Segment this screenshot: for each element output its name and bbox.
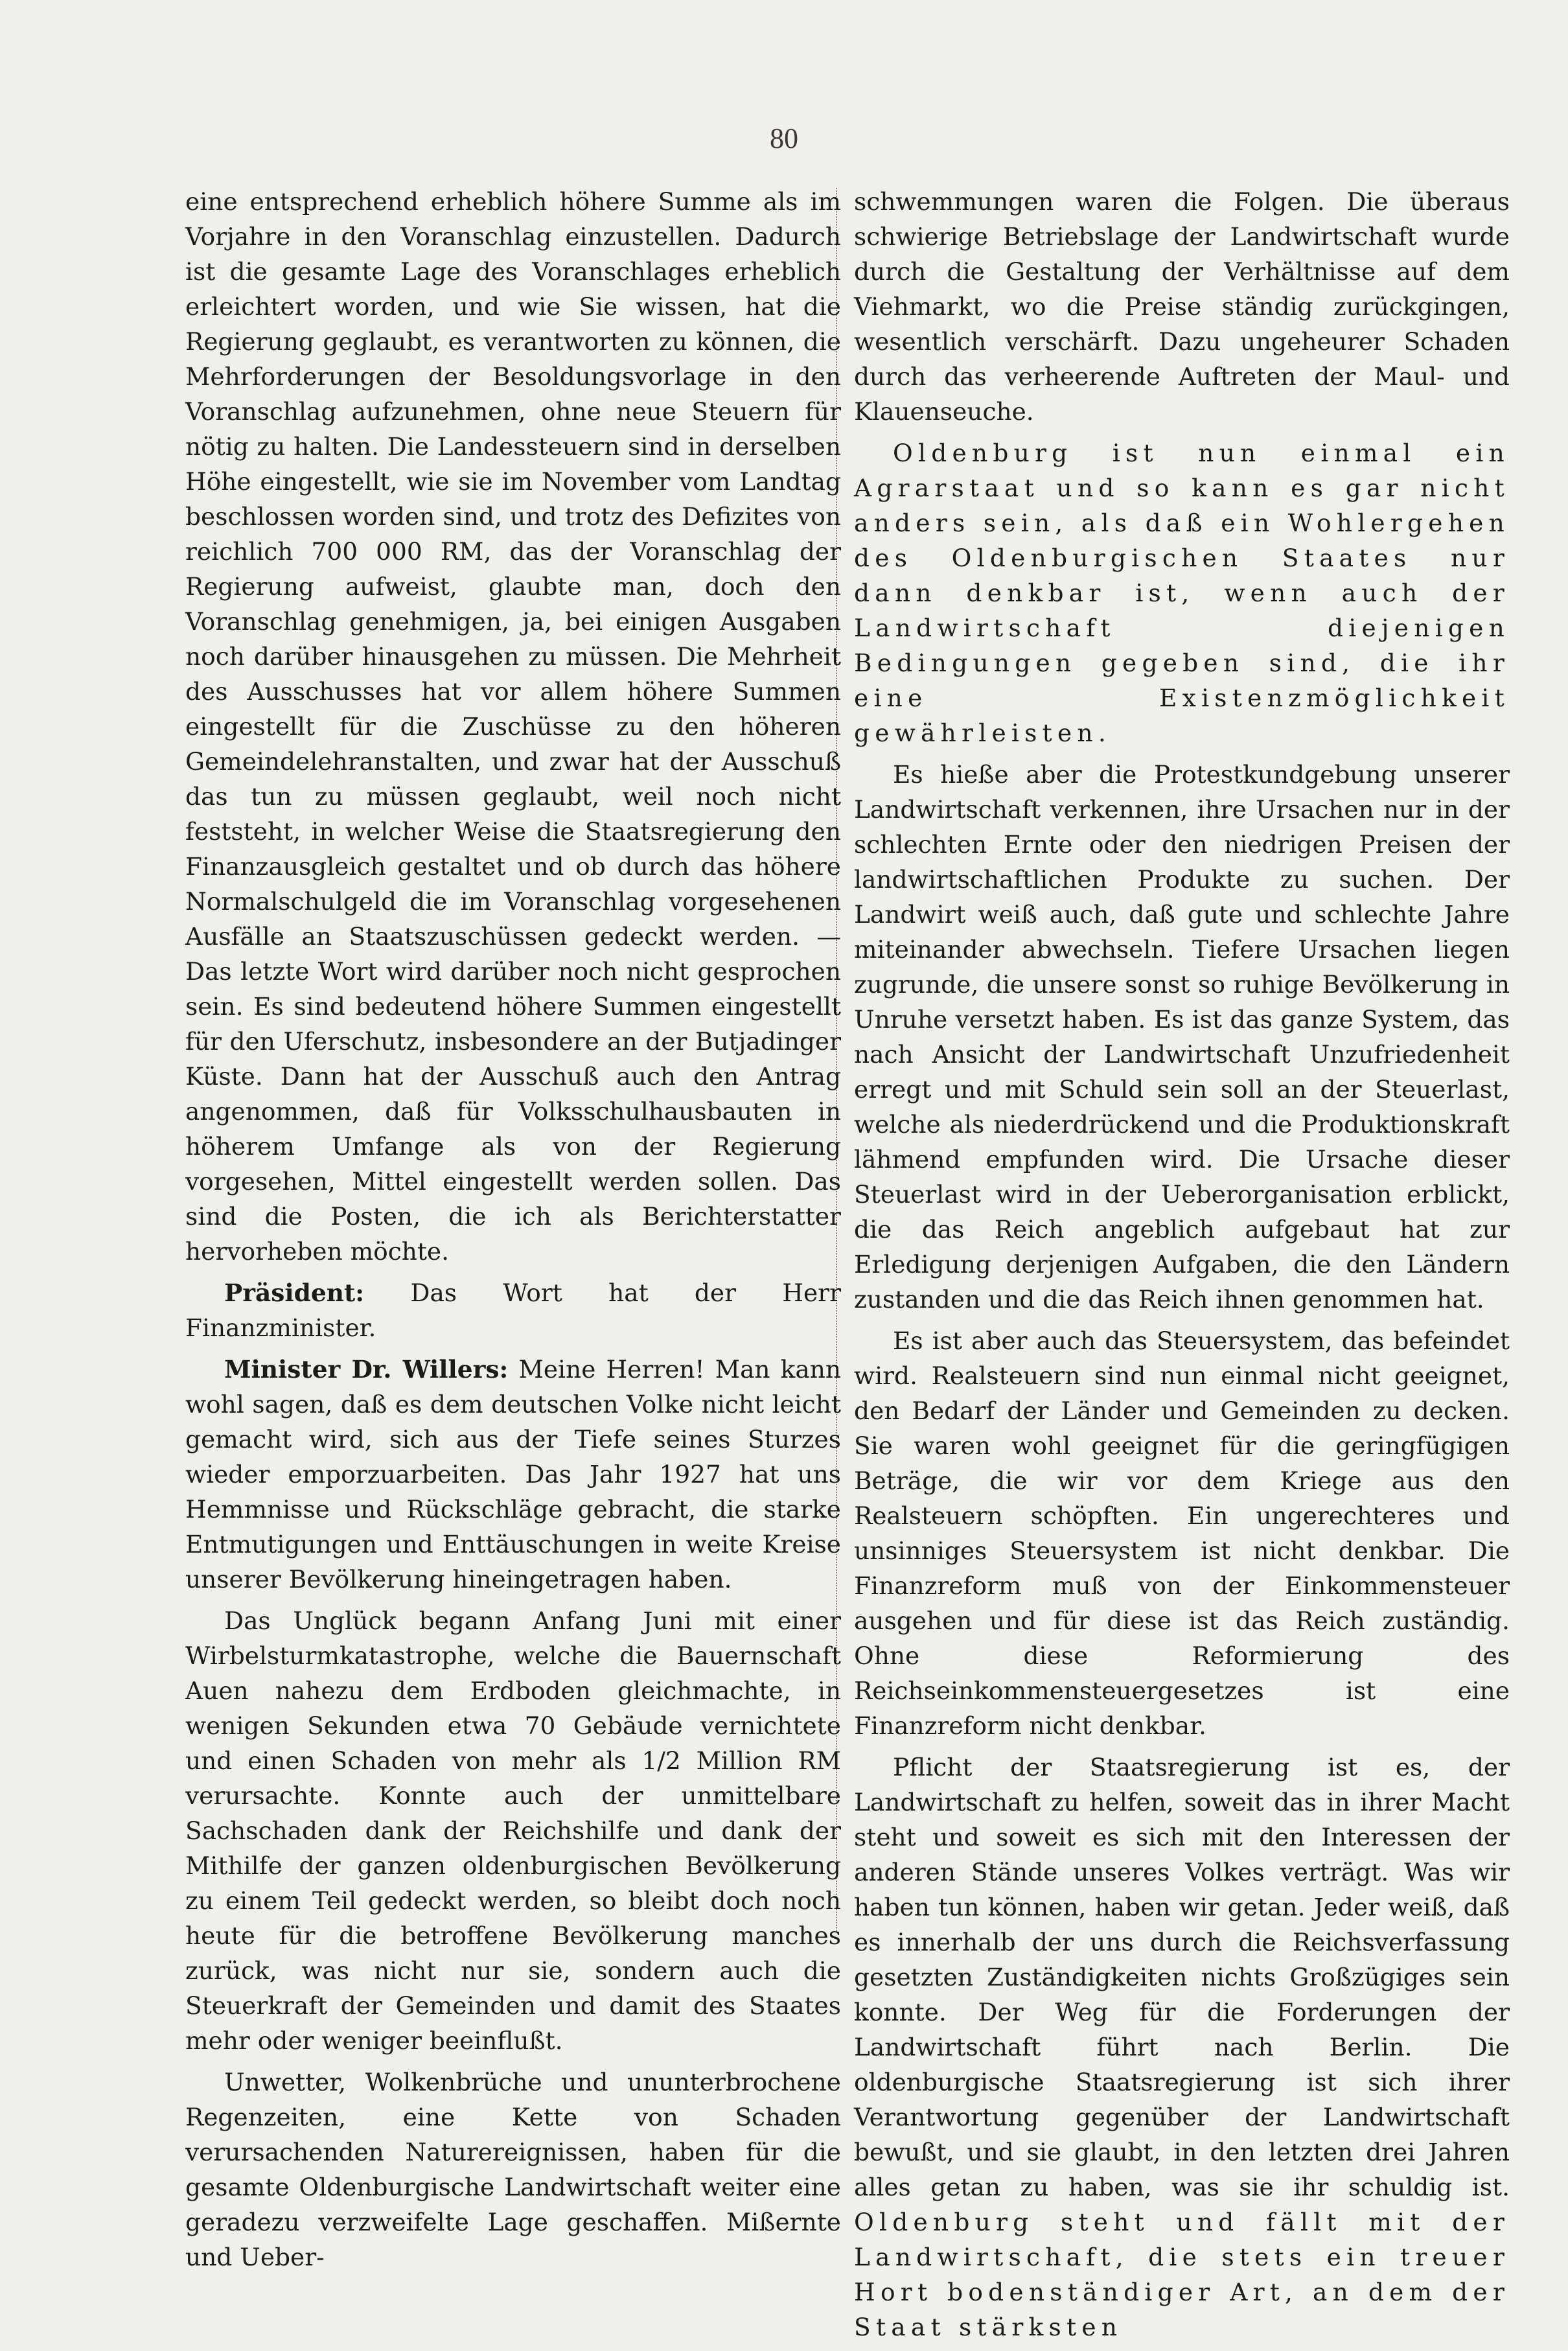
paragraph: Das Unglück begann Anfang Juni mit einer Wirbelsturmkatastrophe, welche die Bauernschaft Auen nahezu dem Erdboden gleichmachte, in wenigen Sekunden etwa 70 Gebäude vernichtete und einen Schaden von mehr als 1/2 Million RM verursachte. Konnte auch der unmittelbare Sachschaden dank der Reichshilfe und dank der Mithilfe der ganzen oldenburgischen Bevölkerung zu einem Teil gedeckt werden, so bleibt doch noch heute für die betroffene Bevölkerung manches zurück, was nicht nur sie, sondern auch die Steuerkraft der Gemeinden und damit des Staates mehr oder weniger beeinflußt.: [185, 1606, 841, 2055]
spaced-text: Oldenburg steht und fällt mit der Landwirtschaft, die stets ein treuer Hort bodenständiger Art, an dem der Staat stärksten: [854, 2208, 1510, 2341]
paragraph: Es ist aber auch das Steuersystem, das befeindet wird. Realsteuern sind nun einmal nicht geeignet, den Bedarf der Länder und Gemeinden zu decken. Sie waren wohl geeignet für die geringfügigen Beträge, die wir vor dem Kriege aus den Realsteuern schöpften. Ein ungerechteres und unsinniges Steuersystem ist nicht denkbar. Die Finanzreform muß von der Einkommensteuer ausgehen und für diese ist das Reich zuständig. Ohne diese Reformierung des Reichseinkommensteuergesetzes ist eine Finanzreform nicht denkbar.: [854, 1326, 1510, 1740]
paragraph-text: Das Wort hat der Herr Finanzminister.: [185, 1279, 842, 1342]
paragraph: Unwetter, Wolkenbrüche und ununterbrochene Regenzeiten, eine Kette von Schaden verursachenden Naturereignissen, haben für die gesamte Oldenburgische Landwirtschaft weiter eine geradezu verzweifelte Lage geschaffen. Mißernte und Ueber-: [185, 2068, 841, 2271]
right-column: [854, 184, 1510, 2351]
speaker-label: Minister Dr. Willers:: [224, 1355, 509, 1384]
spaced-paragraph: Oldenburg ist nun einmal ein Agrarstaat und so kann es gar nicht anders sein, als daß ein Wohlergehen des Oldenburgischen Staates nur dann denkbar ist, wenn auch der Landwirtschaft diejenigen Bedingungen gegeben sind, die ihr eine Existenzmöglichkeit gewährleisten.: [854, 439, 1510, 747]
speaker-label: Präsident:: [224, 1279, 365, 1307]
paragraph: eine entsprechend erheblich höhere Summe als im Vorjahre in den Voranschlag einzustellen. Dadurch ist die gesamte Lage des Voranschlages erheblich erleichtert worden, und wie Sie wissen, hat die Regierung geglaubt, es verantworten zu können, die Mehrforderungen der Besoldungsvorlage in den Voranschlag aufzunehmen, ohne neue Steuern für nötig zu halten. Die Landessteuern sind in derselben Höhe eingestellt, wie sie im November vom Landtag beschlossen worden sind, und trotz des Defizites von reichlich 700 000 RM, das der Voranschlag der Regierung aufweist, glaubte man, doch den Voranschlag genehmigen, ja, bei einigen Ausgaben noch darüber hinausgehen zu müssen. Die Mehrheit des Ausschusses hat vor allem höhere Summen eingestellt für die Zuschüsse zu den höheren Gemeindelehranstalten, und zwar hat der Ausschuß das tun zu müssen geglaubt, weil noch nicht feststeht, in welcher Weise die Staatsregierung den Finanzausgleich gestaltet und ob durch das höhere Normalschulgeld die im Voranschlag vorgesehenen Ausfälle an Staatszuschüssen gedeckt werden. — Das letzte Wort wird darüber noch nicht gesprochen sein. Es sind bedeutend höhere Summen eingestellt für den Uferschutz, insbesondere an der Butjadinger Küste. Dann hat der Ausschuß auch den Antrag angenommen, daß für Volksschulhausbauten in höherem Umfange als von der Regierung vorgesehen, Mittel eingestellt werden sollen. Das sind die Posten, die ich als Berichterstatter hervorheben möchte.: [185, 187, 841, 1266]
paragraph: Es hieße aber die Protestkundgebung unserer Landwirtschaft verkennen, ihre Ursachen nur in der schlechten Ernte oder den niedrigen Preisen der landwirtschaftlichen Produkte zu suchen. Der Landwirt weiß auch, daß gute und schlechte Jahre miteinander abwechseln. Tiefere Ursachen liegen zugrunde, die unsere sonst so ruhige Bevölkerung in Unruhe versetzt haben. Es ist das ganze System, das nach Ansicht der Landwirtschaft Unzufriedenheit erregt und mit Schuld sein soll an der Steuerlast, welche als niederdrückend und die Produktionskraft lähmend empfunden wird. Die Ursache dieser Steuerlast wird in der Ueberorganisation erblickt, die das Reich angeblich aufgebaut hat zur Erledigung derjenigen Aufgaben, die den Ländern zustanden und die das Reich ihnen genommen hat.: [854, 760, 1510, 1314]
speaker-paragraph: [185, 1352, 841, 1597]
left-column: [185, 184, 841, 2281]
speaker-paragraph: [185, 1275, 841, 1345]
paragraph-text: Pflicht der Staatsregierung ist es, der Landwirtschaft zu helfen, soweit das in ihrer Macht steht und soweit es sich mit den Interessen der anderen Stände unseres Volkes verträgt. Was wir haben tun können, haben wir getan. Jeder weiß, daß es innerhalb der uns durch die Reichsverfassung gesetzten Zuständigkeiten nichts Großzügiges sein konnte. Der Weg für die Forderungen der Landwirtschaft führt nach Berlin. Die oldenburgische Staatsregierung ist sich ihrer Verantwortung gegenüber der Landwirtschaft bewußt, und sie glaubt, in den letzten drei Jahren alles getan zu haben, was sie ihr schuldig ist.: [854, 1753, 1510, 2201]
paragraph-text: Meine Herren! Man kann wohl sagen, daß es dem deutschen Volke nicht leicht gemacht wird, sich aus der Tiefe seines Sturzes wieder emporzuarbeiten. Das Jahr 1927 hat uns Hemmnisse und Rückschläge gebracht, die starke Entmutigungen und Enttäuschungen in weite Kreise unserer Bevölkerung hineingetragen haben.: [185, 1355, 842, 1593]
paragraph: schwemmungen waren die Folgen. Die überaus schwierige Betriebslage der Landwirtschaft wurde durch die Gestaltung der Verhältnisse auf dem Viehmarkt, wo die Preise ständig zurückgingen, wesentlich verschärft. Dazu ungeheurer Schaden durch das verheerende Auftreten der Maul- und Klauenseuche.: [854, 187, 1510, 426]
page-number: 80: [770, 122, 798, 154]
paragraph: [854, 1750, 1510, 2345]
